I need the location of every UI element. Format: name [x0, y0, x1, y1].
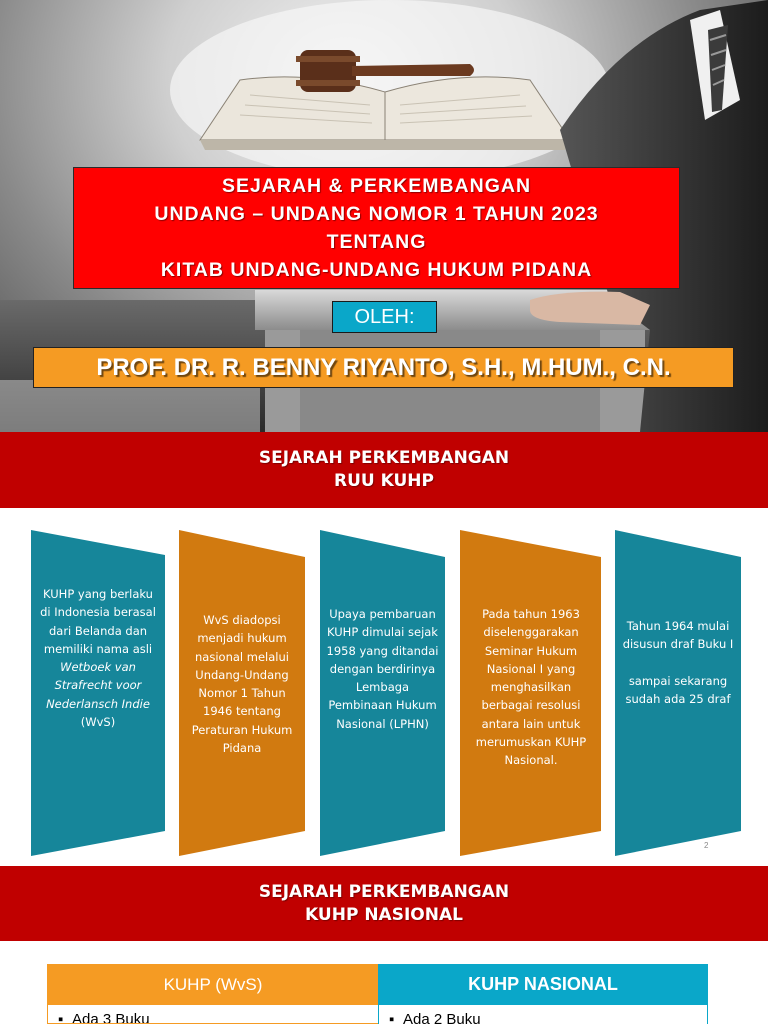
timeline-item-1-suffix: (WvS)	[80, 715, 116, 730]
comparison-list-left	[48, 1005, 378, 1024]
section-header-ruu-kuhp	[0, 432, 768, 508]
section-title-line-1: SEJARAH PERKEMBANGAN	[258, 881, 510, 902]
timeline-item-4	[466, 605, 596, 770]
section-header-kuhp-nasional	[0, 866, 768, 941]
section-title-line-2: KUHP NASIONAL	[305, 904, 463, 925]
comparison-item-left-1: Ada 3 Buku	[72, 1011, 150, 1024]
section-title-line-2: RUU KUHP	[334, 471, 434, 491]
timeline-item-1	[38, 585, 158, 731]
timeline-item-3-text: Upaya pembaruan KUHP dimulai sejak 1958 yang ditandai dengan berdirinya Lembaga Pembinaan Hukum Nasional (LPHN)	[326, 607, 439, 731]
presentation-title-box	[73, 167, 680, 289]
timeline-section	[0, 508, 768, 866]
comparison-column-kuhp-nasional	[378, 964, 708, 1024]
timeline-item-3	[325, 605, 440, 733]
title-line-2: UNDANG – UNDANG NOMOR 1 TAHUN 2023	[154, 203, 599, 225]
cover-slide	[0, 0, 768, 432]
timeline-item-2	[185, 611, 299, 757]
bullet-icon: ▪	[389, 1011, 395, 1024]
title-line-3: TENTANG	[326, 231, 427, 253]
comparison-header-left: KUHP (WvS)	[48, 964, 378, 1005]
timeline-item-1-text: KUHP yang berlaku di Indonesia berasal dari Belanda dan memiliki nama asli	[40, 587, 156, 656]
timeline-item-2-text: WvS diadopsi menjadi hukum nasional melalui Undang-Undang Nomor 1 Tahun 1946 tentang Peraturan Hukum Pidana	[191, 613, 293, 756]
timeline-item-5	[621, 617, 735, 708]
title-line-4: KITAB UNDANG-UNDANG HUKUM PIDANA	[160, 259, 593, 281]
timeline-item-1-italic: Wetboek van Strafrecht voor Nederlansch Indie	[46, 660, 150, 711]
bullet-icon: ▪	[58, 1011, 64, 1024]
section-title-line-1: SEJARAH PERKEMBANGAN	[258, 448, 510, 468]
timeline-item-4-text: Pada tahun 1963 diselenggarakan Seminar Hukum Nasional I yang menghasilkan berbagai resolusi antara lain untuk merumuskan KUHP Nasional.	[475, 607, 587, 768]
author-name: PROF. DR. R. BENNY RIYANTO, S.H., M.HUM., C.N.	[33, 347, 734, 388]
comparison-column-kuhp-wvs	[47, 964, 378, 1024]
slide-page-number: 2	[704, 841, 709, 850]
timeline-item-5-text: Tahun 1964 mulai disusun draf Buku I	[622, 619, 734, 652]
oleh-label: OLEH:	[332, 301, 437, 333]
comparison-header-right: KUHP NASIONAL	[379, 964, 707, 1005]
comparison-item-right-1: Ada 2 Buku	[403, 1011, 481, 1024]
comparison-list-right	[379, 1005, 707, 1024]
title-line-1: SEJARAH & PERKEMBANGAN	[221, 175, 532, 197]
timeline-item-5-text2: sampai sekarang sudah ada 25 draf	[625, 673, 731, 706]
